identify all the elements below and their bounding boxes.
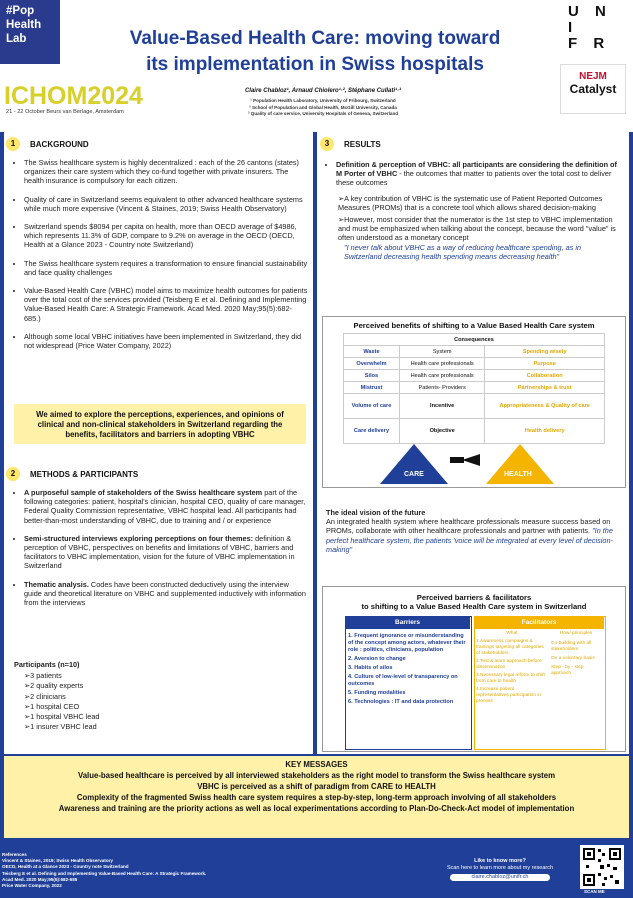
cell: Spending wisely [485,346,605,358]
ref-line: References [2,852,27,857]
cell: Waste [344,346,400,358]
table-row [344,370,605,382]
figure-title: Perceived benefits of shifting to a Value Based Health Care system [353,321,595,330]
section-title: BACKGROUND [30,139,89,149]
contact-title: Like to know more? [474,858,526,864]
vision-title: The ideal vision of the future [326,508,426,517]
section-title: METHODS & PARTICIPANTS [30,469,139,479]
references [2,852,206,889]
list-item: • Value-Based Health Care (VBHC) model aims to maximize health outcomes for patients over the total cost of the services provided (Teisberg E et al. Defining and Implementing Value-Based Health Care: A Strategic Framework. Acad Med. 2020 May;95(5):682-685.) [24,286,308,323]
section-number: 1 [6,137,20,151]
arrow-shaft [450,457,464,463]
bold-text: A purposeful sample of stakeholders of the Swiss healthcare system [24,488,263,497]
methods-text [14,488,308,616]
list-item: ➢ However, most consider that the numerator is the 1st step to VBHC implementation and must be emphasized when talking about the concept, because the word "value" is often understood as a monetary concept [338,215,620,243]
list-item: ➢ 1 insurer VBHC lead [24,722,214,731]
text: definition & perception of VBHC, perspectives on benefits and limitations of VBHC, barriers and facilitators to VBHC implementation, vision for the future of VBHC implementation in Switzerland [24,533,295,571]
ref-line: Acad Med. 2020 May;95(5):682-685 [2,876,78,882]
care-label: CARE [404,471,424,478]
logo-line: #Pop [6,5,35,17]
list-item: ➢ 1 hospital CEO [24,702,214,711]
bold-text: Semi-structured interviews exploring perceptions on four themes: [24,533,254,543]
barrier-item: 6. Technologies : IT and data protection [348,699,454,705]
qr-code-icon[interactable] [580,845,624,889]
bold-text: Definition & perception of VBHC: all participants are considering the definition of M Porter of VBHC [336,160,617,179]
key-line: Value-based healthcare is perceived by all interviewed stakeholders as the right model to transform the Swiss healthcare system [77,771,556,780]
email-link[interactable]: claire.chabloz@unifr.ch [450,874,550,881]
barrier-item: 4. Culture of low-level of transparency on outcomes [348,674,458,687]
contact [440,858,560,881]
how-header: How/ principles [559,631,593,636]
list-item [24,534,308,571]
table-row [344,382,605,394]
table-row [344,358,605,370]
quote: "I never talk about VBHC as a way of reducing healthcare spending, as in Switzerland decreasing health spending means decreasing health" [344,242,582,261]
key-line: Complexity of the fragmented Swiss health care system requires a step-by-step, long-term approach involving of all stakeholders [76,793,557,802]
list-item [24,488,308,525]
list-item: • The Swiss healthcare system is highly decentralized : each of the 26 cantons (states) organizes their care system which they co-fund together with private insurers. The health insurance is compulsory for each citizen. [24,158,308,186]
pophealthlab-logo [0,0,60,64]
health-label: HEALTH [504,471,532,478]
what-item: 1.Awareness campaigns & trainings targeting all categories of stakeholders [476,639,544,656]
vision-section [326,508,622,554]
cell: Partnerships & trust [485,382,605,394]
ref-line: Price Water Company, 2022 [2,883,62,889]
key-title: KEY MESSAGES [285,760,348,769]
cell: System [399,346,484,358]
authors: Claire Chabloz¹, Arnaud Chiolero¹·², Stéphane Cullati¹·³ [244,88,402,94]
list-item: • The Swiss healthcare system requires a transformation to ensure financial sustainability and face quality challenges [24,259,308,277]
care-health-diagram [380,440,580,486]
list-item: • Although some local VBHC initiatives have been implemented in Switzerland, they did not widespread (Price Water Company, 2022) [24,332,308,350]
cell: Mistrust [344,382,400,394]
facilitators-what [476,631,548,705]
footer [0,840,633,898]
section-number: 2 [6,467,20,481]
ref-line: Vincent & Staines, 2019; Swiss Health Observatory [2,858,113,864]
barrier-item: 2. Aversion to change [348,656,406,662]
barriers-list [348,633,468,706]
cell: Health care professionals [399,370,484,382]
cell: Purpose [485,358,605,370]
methods-heading [6,467,138,481]
what-item: 3.Necessary legal reform to shift from care to health [476,673,545,684]
list-item: ➢ 1 hospital VBHC lead [24,712,214,721]
list-item: ➢ A key contribution of VBHC is the systematic use of Patient Reported Outcomes Measures (PROMs) that is a concrete tool which allows shared decision-making [338,194,620,212]
care-triangle [380,444,448,484]
table-row [344,346,605,358]
what-item: 2.Test & learn approach before dissemination [476,659,542,670]
title-line-2: its implementation in Swiss hospitals [146,54,484,75]
cell: Collaboration [485,370,605,382]
benefits-table [343,333,605,444]
ichom-logo: ICHOM2024 [4,82,143,110]
bold-text: Thematic analysis. [24,579,89,589]
barrier-item: 5. Funding modalities [348,690,406,696]
list-item: • Quality of care in Switzerland seems equivalent to other advanced healthcare systems while much more expensive (Vincent & Staines, 2019; Swiss Health Observatory) [24,195,308,213]
section-title: RESULTS [344,139,381,149]
how-item: On a voluntary basis [551,656,595,661]
key-messages [4,756,629,838]
cell: Incentive [399,394,484,419]
ref-line: Teisberg E et al. Defining and Implementing Value-Based Health Care: A Strategic Framework. [2,870,207,876]
text: part of the following categories: patient, hospital's clinician, hospital CEO, quality of care manager, Federal Quality Commission representative, VBHC hospital lead. All participants had better-than-most understanding of VBHC, due to training and / or experience [24,488,306,525]
unifr-line: F R [568,35,611,52]
list-item: ➢ 2 clinicians [24,692,214,701]
list-item [336,160,620,188]
key-line: VBHC is perceived as a shift of paradigm from CARE to HEALTH [197,782,436,791]
nejm-text: NEJM [579,71,607,82]
header [0,0,633,132]
cell: Overwhelm [344,358,400,370]
table-header: Consequences [344,334,605,346]
title-line-1: Value-Based Health Care: moving toward [129,28,501,49]
health-triangle [486,444,554,484]
text: - the outcomes that matter to patients over the total cost to deliver these outcomes [336,169,612,188]
contact-text: Scan here to learn more about my research [446,865,554,871]
ref-line: OECD, Health at a Glance 2023 - Country note Switzerland [2,864,129,870]
what-header: What [506,631,518,636]
vision-text: An integrated health system where healthcare professionals measure success based on PROMs, collaborate with other healthcare professionals and partner with patients. [326,517,611,536]
cell: Health delivery [485,419,605,444]
what-item: 4.Increase patient representatives participation in process [476,687,542,704]
results-heading [320,137,381,151]
participants-title: Participants (n=10) [14,660,80,669]
affiliation: ¹ Population Health Laboratory, University of Fribourg, Switzerland [250,98,396,103]
affiliation: ² School of Population and Global Health, McGill University, Canada [249,104,397,110]
section-number: 3 [320,137,334,151]
scan-me-label: SCAN ME [584,889,605,894]
catalyst-text: Catalyst [569,82,617,96]
cell: Silos [344,370,400,382]
facilitators-how [551,631,601,677]
arrow-icon [462,454,480,466]
text: Codes have been constructed deductively using the interview guide and theoretical literature on VBHC and supplemented inductively with information from the interviews [24,579,306,608]
nejm-catalyst-logo [560,64,626,114]
cell: Care delivery [344,419,400,444]
table-row [344,394,605,419]
how-item: Step - by - step approach [551,665,584,676]
unifr-logo [568,4,620,52]
cell: Objective [399,419,484,444]
figure-title: Perceived barriers & facilitators [416,593,532,602]
list-item [24,580,308,608]
logo-line: Lab [6,33,27,45]
results-definition [326,160,620,261]
key-line: Awareness and training are the priority actions as well as local experimentations according to Plan-Do-Check-Act model of implementation [58,804,575,813]
figure-subtitle: to shifting to a Value Based Health Care system in Switzerland [361,602,587,611]
cell: Health care professionals [399,358,484,370]
list-item: ➢ 3 patients [24,671,214,680]
qr-pattern [580,845,624,889]
unifr-line: U N I [568,3,612,36]
logo-line: Health [6,19,42,31]
barriers-header: Barriers [345,616,470,629]
barrier-item: 1. Frequent ignorance or misunderstanding of the concept among actors, whatever their role : politics, clinicians, population [348,633,466,653]
aim-box: We aimed to explore the perceptions, experiences, and opinions of clinical and non-clinical stakeholders in Switzerland regarding the benefits, facilitators and barriers in adopting VBHC [14,404,306,444]
list-item: • Switzerland spends $8094 per capita on health, more than OECD average of $4986, which represents 11.3% of GDP, compare to 9.2% on average in the OECD (OECD, Health at a Glance 2023 - Country note Switzerland) [24,222,308,250]
affiliations [208,98,438,118]
poster-title [100,26,530,78]
barrier-item: 3. Habits of silos [348,665,393,671]
cell: Volume of care [344,394,400,419]
how-item: Co-building with all stakeholders [551,641,592,652]
affiliation: ³ Quality of care service, University Hospitals of Geneva, Switzerland [247,111,399,117]
ichom-subtitle: 21 - 22 October Beurs van Berlage, Amsterdam [6,109,124,115]
list-item: ➢ 2 quality experts [24,681,214,690]
background-heading [6,137,89,151]
quote: "In the perfect healthcare system, the patients 'voice will be integrated at every level of decision-making" [326,526,613,554]
facilitators-header: Facilitators [474,616,604,629]
cell: Appropriateness & Quality of care [485,394,605,419]
background-text [14,158,308,359]
cell: Patients- Providers [399,382,484,394]
participants [14,660,214,732]
